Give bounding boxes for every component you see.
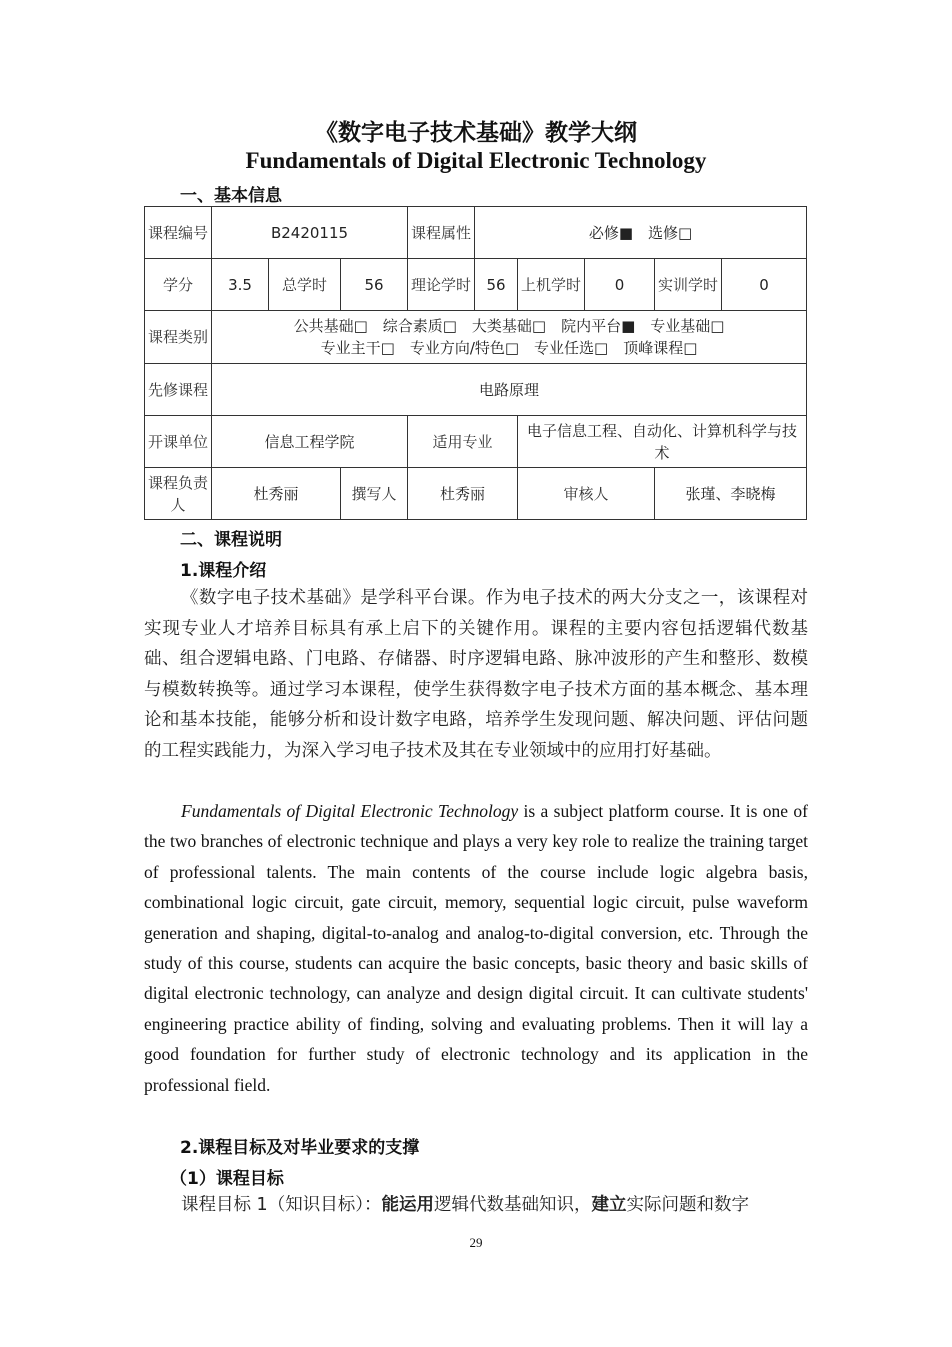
table-row <box>145 468 807 520</box>
unit-label: 开课单位 <box>145 416 212 468</box>
subheading-course-intro: 1.课程介绍 <box>180 561 267 581</box>
table-row <box>145 416 807 468</box>
section-heading-basic-info: 一、基本信息 <box>180 186 282 206</box>
document-title-cn: 《数字电子技术基础》教学大纲 <box>315 120 637 146</box>
credit-value: 3.5 <box>212 259 269 311</box>
subheading-goals-list: （1）课程目标 <box>170 1169 284 1189</box>
table-row <box>145 311 807 364</box>
course-code-value: B2420115 <box>212 207 408 259</box>
writer-value: 杜秀丽 <box>408 468 518 520</box>
unit-value: 信息工程学院 <box>212 416 408 468</box>
category-label: 课程类别 <box>145 311 212 364</box>
practice-hours-label: 实训学时 <box>655 259 722 311</box>
category-line-2: 专业主干□ 专业方向/特色□ 专业任选□ 顶峰课程□ <box>320 339 698 357</box>
category-value <box>212 311 807 364</box>
intro-paragraph-en <box>144 796 808 1100</box>
table-row <box>145 259 807 311</box>
lab-hours-value: 0 <box>585 259 655 311</box>
reviewer-value: 张瑾、李晓梅 <box>655 468 807 520</box>
basic-info-table <box>144 206 807 520</box>
document-title-en: Fundamentals of Digital Electronic Technology <box>245 148 707 173</box>
category-line-1: 公共基础□ 综合素质□ 大类基础□ 院内平台■ 专业基础□ <box>293 317 725 335</box>
prereq-value: 电路原理 <box>212 364 807 416</box>
total-hours-value: 56 <box>341 259 408 311</box>
owner-label: 课程负责人 <box>145 468 212 520</box>
course-attr-value: 必修■ 选修□ <box>475 207 807 259</box>
table-row <box>145 207 807 259</box>
course-attr-label: 课程属性 <box>408 207 475 259</box>
lab-hours-label: 上机学时 <box>518 259 585 311</box>
prereq-label: 先修课程 <box>145 364 212 416</box>
course-title-italic: Fundamentals of Digital Electronic Technology <box>181 801 519 821</box>
theory-hours-label: 理论学时 <box>408 259 475 311</box>
goal-1-keyword-apply: 能运用 <box>381 1195 434 1215</box>
credit-label: 学分 <box>145 259 212 311</box>
table-row <box>145 364 807 416</box>
page-number: 29 <box>469 1235 483 1250</box>
major-value: 电子信息工程、自动化、计算机科学与技术 <box>518 416 807 468</box>
subheading-course-goals: 2.课程目标及对毕业要求的支撑 <box>180 1138 420 1158</box>
course-code-label: 课程编号 <box>145 207 212 259</box>
intro-paragraph-cn: 《数字电子技术基础》是学科平台课。作为电子技术的两大分支之一，该课程对实现专业人才培养目标具有承上启下的关键作用。课程的主要内容包括逻辑代数基础、组合逻辑电路、门电路、存储器、时序逻辑电路、脉冲波形的产生和整形、数模与模数转换等。通过学习本课程，使学生获得数字电子技术方面的基本概念、基本理论和基本技能，能够分析和设计数字电路，培养学生发现问题、解决问题、评估问题的工程实践能力，为深入学习电子技术及其在专业领域中的应用打好基础。 <box>144 588 808 761</box>
section-heading-course-desc: 二、课程说明 <box>180 530 282 550</box>
theory-hours-value: 56 <box>475 259 518 311</box>
practice-hours-value: 0 <box>722 259 807 311</box>
reviewer-label: 审核人 <box>518 468 655 520</box>
major-label: 适用专业 <box>408 416 518 468</box>
goal-1-line <box>181 1190 811 1221</box>
goal-1-tail: 实际问题和数字 <box>626 1195 749 1215</box>
goal-1-prefix: 课程目标 1（知识目标）： <box>181 1195 382 1215</box>
owner-value: 杜秀丽 <box>212 468 341 520</box>
goal-1-keyword-build: 建立 <box>591 1195 627 1215</box>
intro-en-body: is a subject platform course. It is one of the two branches of electronic technique and plays a very key role to realize the training target of professional talents. The main contents of the course include logic algebra basis, combinational logic circuit, gate circuit, memory, sequential logic circuit, pulse waveform generation and shaping, digital-to-analog and analog-to-digital conversion, etc. Through the study of this course, students can acquire the basic concepts, basic theory and basic skills of digital electronic technology, can analyze and design digital circuit. It can cultivate students' engineering practice ability of finding, solving and evaluating problems. Then it will lay a good foundation for further study of electronic technology and its application in the professional field. <box>144 801 808 1095</box>
goal-1-text: 逻辑代数基础知识， <box>433 1195 592 1215</box>
writer-label: 撰写人 <box>341 468 408 520</box>
total-hours-label: 总学时 <box>269 259 341 311</box>
